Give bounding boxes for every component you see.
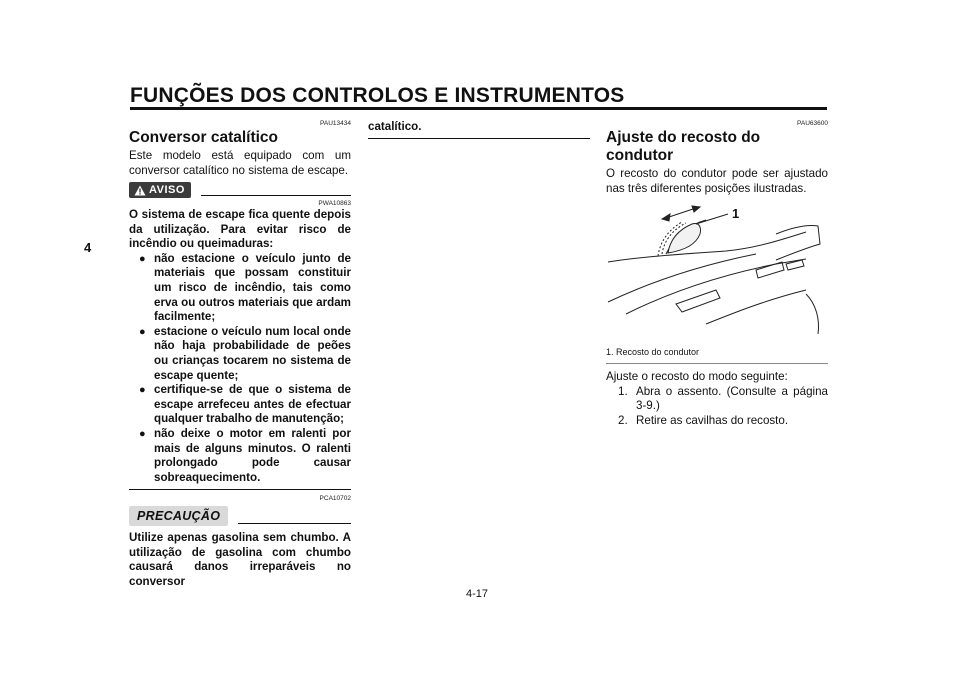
caution-badge: PRECAUÇÃO	[129, 506, 228, 526]
column-continued	[368, 120, 590, 139]
warning-rule	[201, 195, 351, 196]
warning-code: PWA10863	[318, 200, 351, 207]
seat-illustration	[606, 204, 828, 342]
warning-header	[129, 180, 351, 200]
list-item: ● não estacione o veículo junto de materiais que possam constituir um risco de incêndio, tais como erva ou outros materiais que ardam facilmente;	[139, 251, 351, 324]
warning-text: O sistema de escape fica quente depois da utilização. Para evitar risco de incêndio ou queimaduras:	[129, 208, 351, 251]
list-item: ● certifique-se de que o sistema de escape arrefeceu antes de efectuar qualquer trabalho de manutenção;	[139, 383, 351, 426]
warning-badge	[129, 182, 191, 198]
figure-callout-1: 1	[732, 206, 740, 221]
page-header-title: FUNÇÕES DOS CONTROLOS E INSTRUMENTOS	[130, 84, 625, 107]
warning-bullets	[129, 252, 351, 486]
caution-code: PCA10702	[319, 495, 351, 503]
section-intro: O recosto do condutor pode ser ajustado nas três diferentes posições ilustradas.	[606, 167, 828, 195]
list-item: ● estacione o veículo num local onde não haja probabilidade de peões ou crianças tocarem no sistema de escape quente;	[139, 324, 351, 382]
figure-rule	[606, 363, 828, 364]
steps-intro: Ajuste o recosto do modo seguinte:	[606, 370, 788, 383]
caution-end-rule	[368, 138, 590, 139]
warning-label: AVISO	[149, 184, 185, 196]
chapter-tab: 4	[84, 240, 92, 255]
page-number: 4-17	[466, 588, 489, 600]
warning-end-rule	[129, 489, 351, 490]
warning-triangle-icon	[134, 185, 146, 196]
steps-list	[606, 385, 828, 429]
bullet-icon: ●	[139, 427, 146, 440]
list-item: ● não deixe o motor em ralenti por mais de alguns minutos. O ralenti prolongado pode causar sobreaquecimento.	[139, 426, 351, 484]
bullet-icon: ●	[139, 325, 146, 338]
header-rule	[130, 107, 827, 110]
figure-caption: 1. Recosto do condutor	[606, 347, 700, 357]
backrest-figure	[606, 204, 828, 342]
bullet-icon: ●	[139, 384, 146, 397]
section-heading: Conversor catalítico	[129, 129, 279, 146]
list-item: 1. Abra o assento. (Consulte a página 3-9.)	[618, 384, 828, 412]
section-intro: Este modelo está equipado com um conversor catalítico no sistema de escape.	[129, 149, 351, 177]
caution-text: Utilize apenas gasolina sem chumbo. A utilização de gasolina com chumbo causará danos irreparáveis no conversor	[129, 531, 351, 589]
bullet-icon: ●	[139, 252, 146, 265]
section-code: PAU13434	[320, 120, 351, 127]
caution-text-continued: catalítico.	[368, 120, 422, 133]
caution-header	[129, 505, 351, 527]
section-code: PAU63600	[797, 120, 828, 127]
list-item: 2. Retire as cavilhas do recosto.	[618, 413, 789, 427]
column-backrest-adjustment	[606, 120, 828, 428]
section-heading: Ajuste do recosto do condutor	[606, 129, 761, 164]
column-catalytic-converter	[129, 120, 351, 590]
caution-rule	[238, 523, 351, 524]
